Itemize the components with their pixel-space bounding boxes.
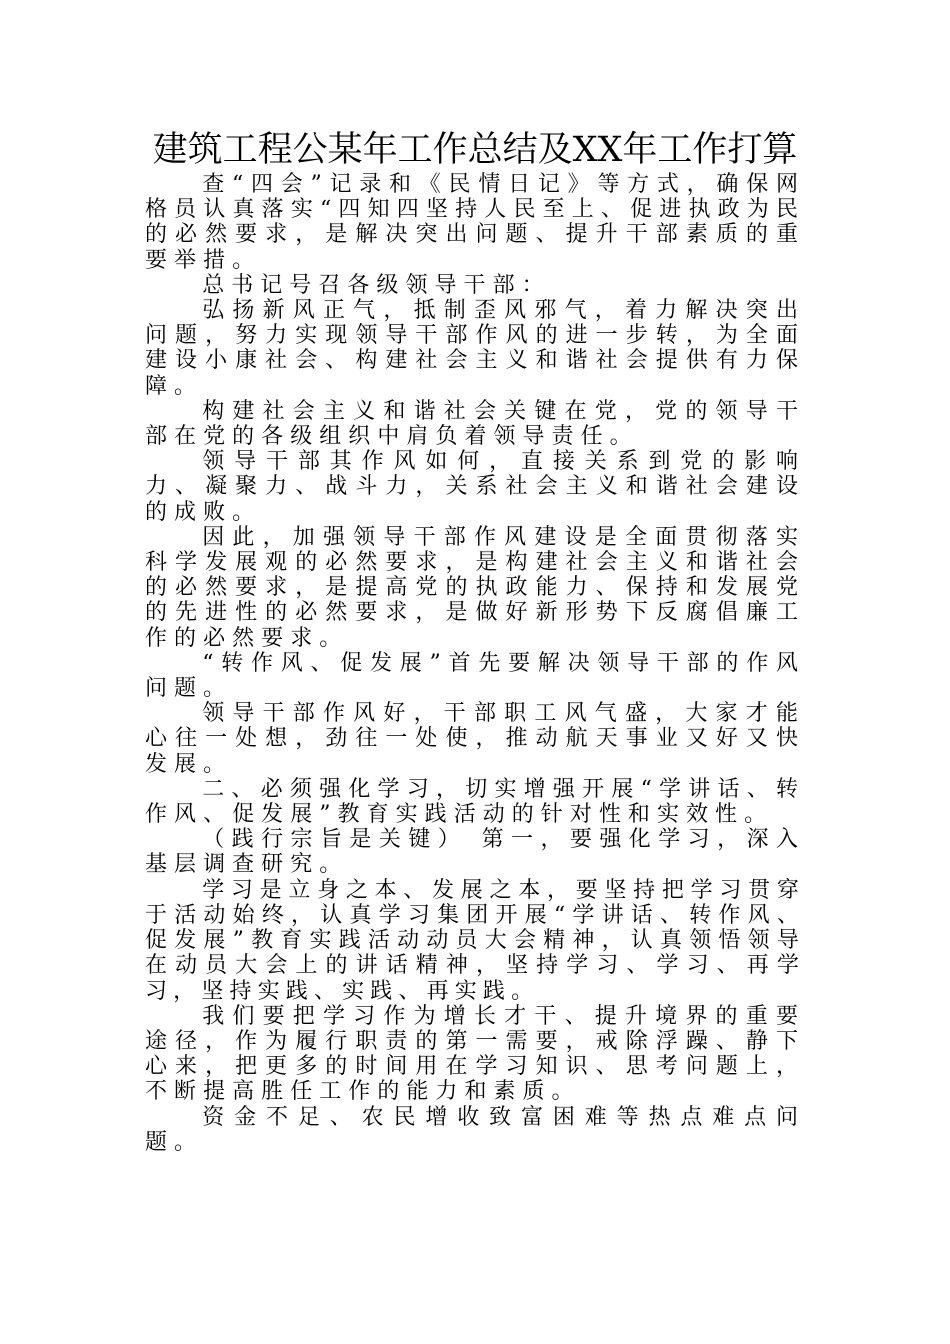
body-paragraph: 查“四会”记录和《民情日记》等方式，确保网格员认真落实“四知四坚持人民至上、促进执政为民的必然要求，是解决突出问题、提升干部素质的重要举措。 <box>145 172 805 273</box>
body-paragraph: （践行宗旨是关键） 第一，要强化学习，深入基层调查研究。 <box>145 827 805 878</box>
body-paragraph: 我们要把学习作为增长才干、提升境界的重要途径，作为履行职责的第一需要，戒除浮躁、静下心来，把更多的时间用在学习知识、思考问题上，不断提高胜任工作的能力和素质。 <box>145 1003 805 1105</box>
body-paragraph: 总书记号召各级领导干部： <box>202 272 551 298</box>
document-title: 建筑工程公某年工作总结及XX年工作打算 <box>152 130 798 170</box>
body-paragraph: 领导干部其作风如何，直接关系到党的影响力、凝聚力、战斗力，关系社会主义和谐社会建设的成败。 <box>145 449 805 525</box>
body-paragraph: 构建社会主义和谐社会关键在党，党的领导干部在党的各级组织中肩负着领导责任。 <box>145 398 805 450</box>
body-paragraph: “转作风、促发展”首先要解决领导干部的作风问题。 <box>145 650 805 702</box>
document-page <box>145 128 805 1155</box>
body-paragraph: 弘扬新风正气，抵制歪风邪气，着力解决突出问题，努力实现领导干部作风的进一步转，为全面建设小康社会、构建社会主义和谐社会提供有力保障。 <box>145 298 805 399</box>
body-paragraph: 领导干部作风好，干部职工风气盛，大家才能心往一处想，劲往一处使，推动航天事业又好又快发展。 <box>145 701 805 777</box>
body-paragraph: 二、必须强化学习，切实增强开展“学讲话、转作风、促发展”教育实践活动的针对性和实效性。 <box>145 776 805 828</box>
body-paragraph: 学习是立身之本、发展之本，要坚持把学习贯穿于活动始终，认真学习集团开展“学讲话、转作风、促发展”教育实践活动动员大会精神，认真领悟领导在动员大会上的讲话精神，坚持学习、学习、再学习，坚持实践、实践、再实践。 <box>145 877 805 1004</box>
body-paragraph: 资金不足、农民增收致富困难等热点难点问题。 <box>145 1104 805 1155</box>
body-paragraph: 因此，加强领导干部作风建设是全面贯彻落实科学发展观的必然要求，是构建社会主义和谐社会的必然要求，是提高党的执政能力、保持和发展党的先进性的必然要求，是做好新形势下反腐倡廉工作的必然要求。 <box>145 524 805 651</box>
